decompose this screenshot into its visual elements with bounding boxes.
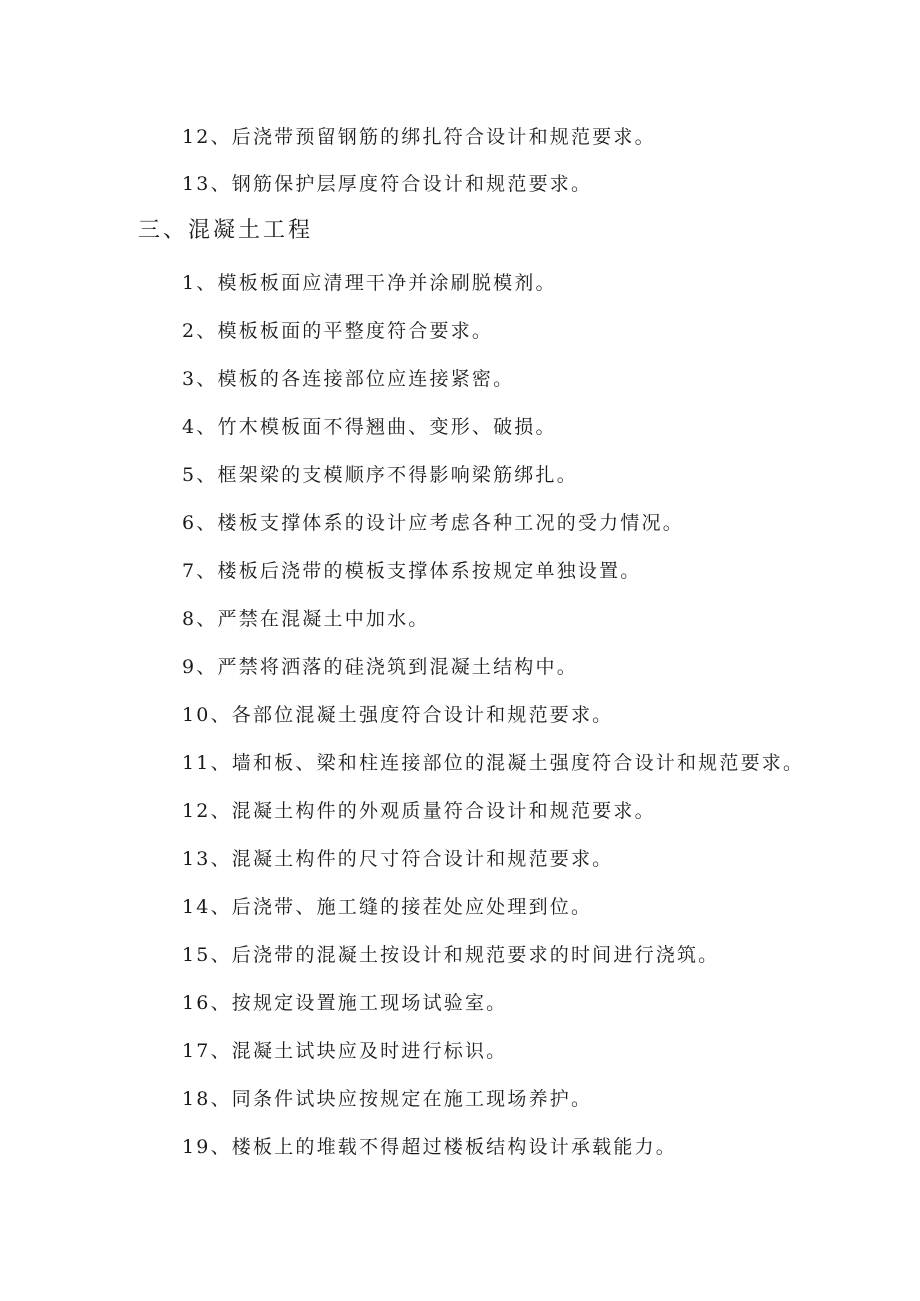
list-item: 10、各部位混凝土强度符合设计和规范要求。 — [182, 704, 614, 726]
list-item: 8、严禁在混凝土中加水。 — [182, 608, 430, 630]
list-item: 6、楼板支撑体系的设计应考虑各种工况的受力情况。 — [182, 512, 684, 534]
list-item: 18、同条件试块应按规定在施工现场养护。 — [182, 1088, 593, 1110]
list-item: 12、后浇带预留钢筋的绑扎符合设计和规范要求。 — [182, 126, 656, 148]
list-item: 1、模板板面应清理干净并涂刷脱模剂。 — [182, 272, 557, 294]
list-item: 17、混凝土试块应及时进行标识。 — [182, 1040, 508, 1062]
list-item: 4、竹木模板面不得翘曲、变形、破损。 — [182, 416, 557, 438]
list-item: 11、墙和板、梁和柱连接部位的混凝土强度符合设计和规范要求。 — [182, 752, 805, 774]
list-item: 14、后浇带、施工缝的接茬处应处理到位。 — [182, 896, 593, 918]
section-heading: 三、混凝土工程 — [138, 218, 314, 243]
list-item: 16、按规定设置施工现场试验室。 — [182, 992, 508, 1014]
list-item: 2、模板板面的平整度符合要求。 — [182, 320, 494, 342]
list-item: 13、钢筋保护层厚度符合设计和规范要求。 — [182, 173, 593, 195]
list-item: 3、模板的各连接部位应连接紧密。 — [182, 368, 515, 390]
list-item: 19、楼板上的堆载不得超过楼板结构设计承载能力。 — [182, 1136, 677, 1158]
list-item: 15、后浇带的混凝土按设计和规范要求的时间进行浇筑。 — [182, 944, 720, 966]
list-item: 5、框架梁的支模顺序不得影响梁筋绑扎。 — [182, 464, 578, 486]
list-item: 9、严禁将洒落的硅浇筑到混凝土结构中。 — [182, 656, 578, 678]
list-item: 13、混凝土构件的尺寸符合设计和规范要求。 — [182, 848, 614, 870]
list-item: 12、混凝土构件的外观质量符合设计和规范要求。 — [182, 800, 656, 822]
list-item: 7、楼板后浇带的模板支撑体系按规定单独设置。 — [182, 560, 642, 582]
